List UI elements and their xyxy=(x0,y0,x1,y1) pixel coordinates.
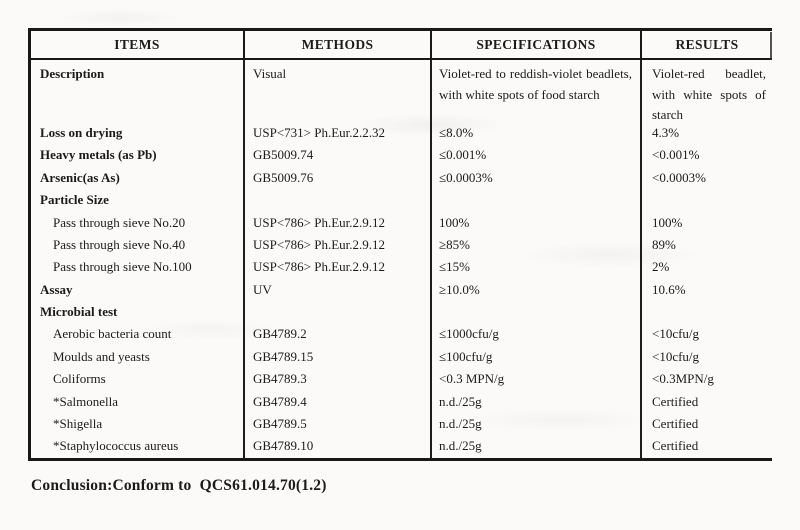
item-cell: *Shigella xyxy=(53,416,103,432)
method-cell: Visual xyxy=(243,60,430,122)
method-cell xyxy=(243,301,430,323)
item-cell: Pass through sieve No.20 xyxy=(53,214,186,230)
item-cell: *Staphylococcus aureus xyxy=(53,438,179,454)
column-header-methods: METHODS xyxy=(243,31,430,58)
item-cell: Assay xyxy=(40,281,73,297)
method-cell: GB4789.3 xyxy=(243,368,430,390)
result-cell: 89% xyxy=(640,234,772,256)
table-row xyxy=(31,60,772,122)
table-row xyxy=(31,279,772,301)
table-row xyxy=(31,391,772,413)
method-cell xyxy=(243,189,430,211)
spec-cell: ≤100cfu/g xyxy=(430,346,640,368)
table-right-border-segment xyxy=(770,32,772,60)
method-cell: GB4789.5 xyxy=(243,413,430,435)
spec-cell: ≥85% xyxy=(430,234,640,256)
result-cell: 4.3% xyxy=(640,122,772,144)
spec-cell: ≤0.001% xyxy=(430,144,640,166)
spec-cell: 100% xyxy=(430,212,640,234)
table-row xyxy=(31,122,772,144)
method-cell: UV xyxy=(243,279,430,301)
specification-table xyxy=(28,28,772,461)
table-row xyxy=(31,301,772,323)
method-cell: USP<786> Ph.Eur.2.9.12 xyxy=(243,212,430,234)
method-cell: GB4789.4 xyxy=(243,391,430,413)
result-cell: <0.3MPN/g xyxy=(640,368,772,390)
table-header-row xyxy=(31,31,772,60)
table-row xyxy=(31,346,772,368)
result-cell: 10.6% xyxy=(640,279,772,301)
result-cell: Certified xyxy=(640,391,772,413)
spec-cell: n.d./25g xyxy=(430,391,640,413)
table-row xyxy=(31,413,772,435)
table-body xyxy=(31,60,772,458)
conclusion-text: Conclusion:Conform to QCS61.014.70(1.2) xyxy=(31,477,327,494)
method-cell: GB4789.2 xyxy=(243,324,430,346)
method-cell: GB5009.74 xyxy=(243,144,430,166)
item-cell: Aerobic bacteria count xyxy=(53,326,172,342)
item-cell: *Salmonella xyxy=(53,393,118,409)
table-row xyxy=(31,256,772,278)
table-row xyxy=(31,144,772,166)
table-row xyxy=(31,212,772,234)
spec-cell: ≤0.0003% xyxy=(430,167,640,189)
column-header-results: RESULTS xyxy=(640,31,772,58)
item-cell: Heavy metals (as Pb) xyxy=(40,147,157,163)
table-row xyxy=(31,435,772,457)
spec-cell: <0.3 MPN/g xyxy=(430,368,640,390)
method-cell: GB4789.15 xyxy=(243,346,430,368)
item-cell: Pass through sieve No.100 xyxy=(53,259,192,275)
spec-cell xyxy=(430,301,640,323)
item-cell: Particle Size xyxy=(40,192,109,208)
result-cell: <0.0003% xyxy=(640,167,772,189)
result-cell xyxy=(640,301,772,323)
table-row xyxy=(31,324,772,346)
result-cell: Certified xyxy=(640,413,772,435)
spec-cell: ≥10.0% xyxy=(430,279,640,301)
result-cell: <10cfu/g xyxy=(640,346,772,368)
result-cell: <10cfu/g xyxy=(640,324,772,346)
spec-cell: ≤15% xyxy=(430,256,640,278)
item-cell: Moulds and yeasts xyxy=(53,348,150,364)
table-row xyxy=(31,234,772,256)
spec-cell xyxy=(430,189,640,211)
column-header-specifications: SPECIFICATIONS xyxy=(430,31,640,58)
item-cell: Pass through sieve No.40 xyxy=(53,236,186,252)
column-header-items: ITEMS xyxy=(114,36,160,52)
spec-cell: n.d./25g xyxy=(430,413,640,435)
result-cell: Violet-red beadlet, with white spots of starch xyxy=(640,60,772,122)
result-cell: Certified xyxy=(640,435,772,457)
result-cell xyxy=(640,189,772,211)
table-row xyxy=(31,189,772,211)
result-cell: <0.001% xyxy=(640,144,772,166)
spec-cell: n.d./25g xyxy=(430,435,640,457)
result-cell: 2% xyxy=(640,256,772,278)
method-cell: GB5009.76 xyxy=(243,167,430,189)
item-cell: Arsenic(as As) xyxy=(40,169,120,185)
method-cell: USP<786> Ph.Eur.2.9.12 xyxy=(243,256,430,278)
item-cell: Description xyxy=(40,66,105,81)
result-cell: 100% xyxy=(640,212,772,234)
item-cell: Microbial test xyxy=(40,304,118,320)
method-cell: USP<731> Ph.Eur.2.2.32 xyxy=(243,122,430,144)
spec-cell: ≤1000cfu/g xyxy=(430,324,640,346)
spec-cell: Violet-red to reddish-violet beadlets, with white spots of food starch xyxy=(430,60,640,122)
item-cell: Coliforms xyxy=(53,371,106,387)
table-row xyxy=(31,368,772,390)
method-cell: USP<786> Ph.Eur.2.9.12 xyxy=(243,234,430,256)
item-cell: Loss on drying xyxy=(40,124,123,140)
method-cell: GB4789.10 xyxy=(243,435,430,457)
table-row xyxy=(31,167,772,189)
spec-cell: ≤8.0% xyxy=(430,122,640,144)
